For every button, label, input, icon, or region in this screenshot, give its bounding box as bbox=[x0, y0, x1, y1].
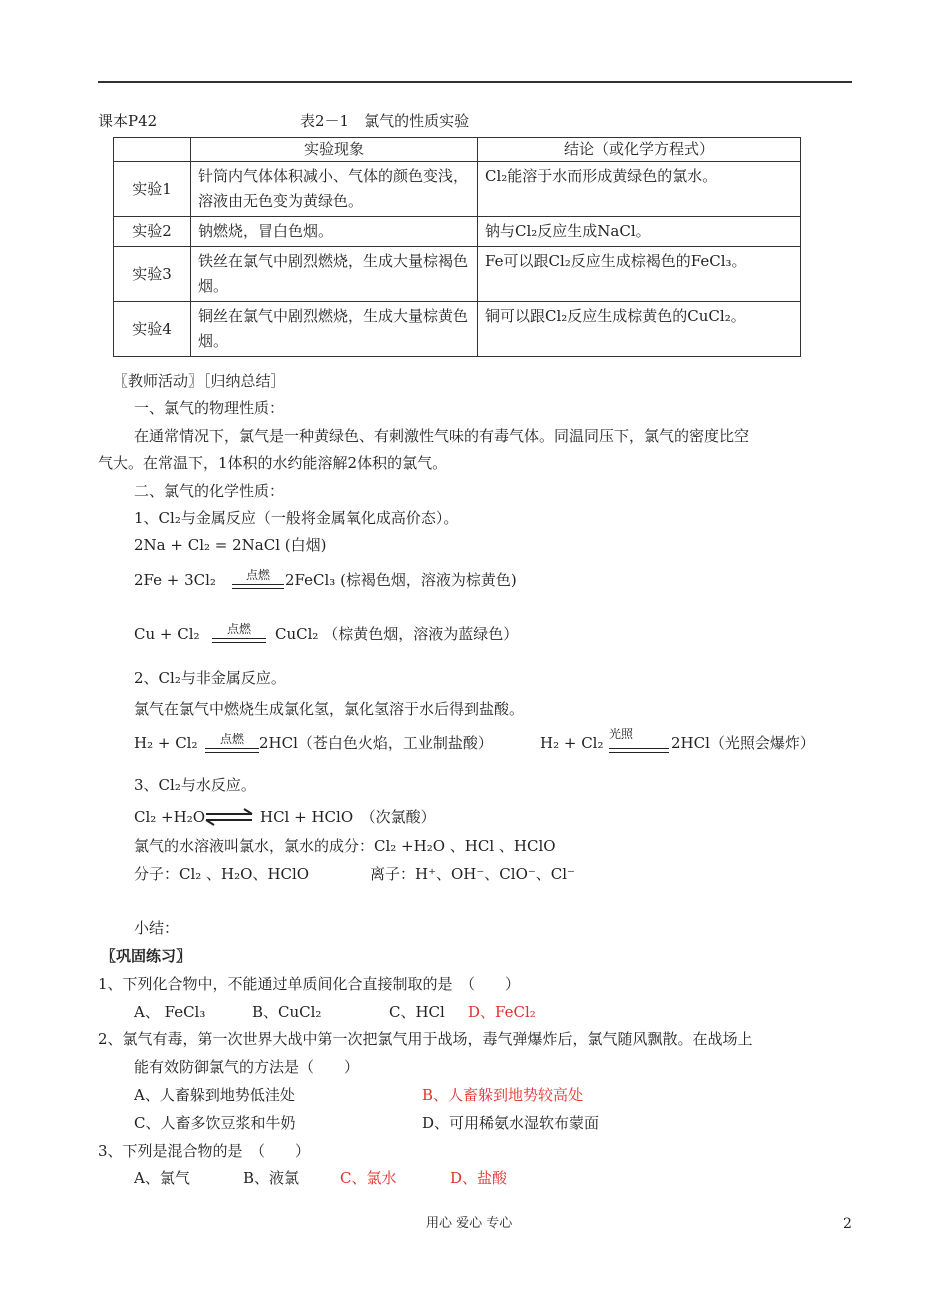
header-phenomenon: 实验现象 bbox=[191, 138, 478, 162]
practice-title: 〖巩固练习〗 bbox=[101, 947, 192, 965]
table-title: 表2－1 氯气的性质实验 bbox=[300, 112, 470, 130]
header-conclusion: 结论（或化学方程式） bbox=[478, 138, 801, 162]
equation-water-right: HCl + HClO （次氯酸） bbox=[260, 808, 436, 826]
question-2-line-2: 能有效防御氯气的方法是（ ） bbox=[134, 1058, 360, 1076]
equation-h2-light-left: H₂ + Cl₂ bbox=[540, 734, 604, 752]
q1-option-b: B、CuCl₂ bbox=[252, 1003, 322, 1021]
question-2-line-1: 2、氯气有毒，第一次世界大战中第一次把氯气用于战场，毒气弹爆炸后，氯气随风飘散。在战场上 bbox=[98, 1030, 753, 1048]
nonmetal-desc: 氯气在氯气中燃烧生成氯化氢，氯化氢溶于水后得到盐酸。 bbox=[134, 700, 525, 718]
header-rule bbox=[98, 81, 852, 83]
chlorine-water-composition: 氯气的水溶液叫氯水，氯水的成分：Cl₂ +H₂O 、HCl 、HClO bbox=[134, 837, 556, 855]
water-reaction-title: 3、Cl₂与水反应。 bbox=[134, 776, 256, 794]
q1-option-a: A、 FeCl₃ bbox=[134, 1003, 206, 1021]
condition-light: 光照 bbox=[609, 727, 634, 741]
equation-h2-ignite-left: H₂ + Cl₂ bbox=[134, 734, 198, 752]
question-1: 1、下列化合物中，不能通过单质间化合直接制取的是 （ ） bbox=[98, 975, 521, 993]
section-physical-title: 一、氯气的物理性质： bbox=[134, 399, 285, 417]
section-chemical-title: 二、氯气的化学性质： bbox=[134, 482, 285, 500]
row-label: 实验2 bbox=[114, 217, 191, 247]
equals-sign bbox=[232, 584, 284, 589]
equation-fe-left: 2Fe + 3Cl₂ bbox=[134, 571, 216, 589]
row-phenomenon: 钠燃烧，冒白色烟。 bbox=[191, 217, 478, 247]
q2-option-a: A、人畜躲到地势低洼处 bbox=[134, 1086, 295, 1104]
condition-ignite: 点燃 bbox=[226, 622, 251, 636]
physical-para-1: 在通常情况下，氯气是一种黄绿色、有刺激性气味的有毒气体。同温同压下，氯气的密度比空 bbox=[134, 427, 750, 445]
row-conclusion: Fe可以跟Cl₂反应生成棕褐色的FeCl₃。 bbox=[478, 247, 801, 302]
row-conclusion: 铜可以跟Cl₂反应生成棕黄色的CuCl₂。 bbox=[478, 302, 801, 357]
question-3: 3、下列是混合物的是 （ ） bbox=[98, 1142, 311, 1160]
condition-ignite: 点燃 bbox=[245, 568, 270, 582]
footer-slogan: 用心 爱心 专心 bbox=[426, 1216, 513, 1231]
equals-sign bbox=[205, 748, 259, 753]
equation-cu-left: Cu + Cl₂ bbox=[134, 625, 200, 643]
equation-h2-light-right: 2HCl（光照会爆炸） bbox=[671, 734, 815, 752]
equals-sign bbox=[212, 638, 266, 643]
q1-option-d: D、FeCl₂ bbox=[468, 1003, 536, 1021]
ions-list: 离子：H⁺、OH⁻、ClO⁻、Cl⁻ bbox=[370, 865, 575, 883]
row-phenomenon: 铜丝在氯气中剧烈燃烧，生成大量棕黄色烟。 bbox=[191, 302, 478, 357]
teacher-activity: 〖教师活动〗［归纳总结］ bbox=[113, 372, 286, 390]
q2-option-d: D、可用稀氨水湿软布蒙面 bbox=[422, 1114, 600, 1132]
reversible-arrow-icon bbox=[204, 808, 254, 826]
row-label: 实验3 bbox=[114, 247, 191, 302]
q3-option-b: B、液氯 bbox=[243, 1169, 300, 1187]
q2-option-c: C、人畜多饮豆浆和牛奶 bbox=[134, 1114, 296, 1132]
page-number: 2 bbox=[843, 1216, 852, 1232]
table-row bbox=[114, 247, 801, 302]
table-row bbox=[114, 302, 801, 357]
table-row bbox=[114, 217, 801, 247]
equals-sign bbox=[609, 748, 669, 753]
row-conclusion: 钠与Cl₂反应生成NaCl。 bbox=[478, 217, 801, 247]
condition-ignite: 点燃 bbox=[219, 732, 244, 746]
metal-reaction-title: 1、Cl₂与金属反应（一般将金属氧化成高价态）。 bbox=[134, 509, 459, 527]
row-label: 实验4 bbox=[114, 302, 191, 357]
experiment-table bbox=[113, 137, 801, 357]
table-header-row bbox=[114, 138, 801, 162]
table-row bbox=[114, 162, 801, 217]
equation-fe-right: 2FeCl₃ (棕褐色烟，溶液为棕黄色) bbox=[285, 571, 517, 589]
q3-option-c: C、氯水 bbox=[340, 1169, 397, 1187]
equation-na: 2Na + Cl₂ = 2NaCl (白烟) bbox=[134, 536, 327, 554]
q1-option-c: C、HCl bbox=[389, 1003, 445, 1021]
summary-label: 小结： bbox=[134, 919, 180, 937]
q2-option-b: B、人畜躲到地势较高处 bbox=[422, 1086, 584, 1104]
nonmetal-reaction-title: 2、Cl₂与非金属反应。 bbox=[134, 669, 286, 687]
physical-para-2: 气大。在常温下，1体积的水约能溶解2体积的氯气。 bbox=[98, 454, 448, 472]
molecules-list: 分子：Cl₂ 、H₂O、HClO bbox=[134, 865, 310, 883]
equation-cu-right: CuCl₂ （棕黄色烟，溶液为蓝绿色） bbox=[275, 625, 519, 643]
q3-option-a: A、氯气 bbox=[134, 1169, 190, 1187]
row-phenomenon: 铁丝在氯气中剧烈燃烧，生成大量棕褐色烟。 bbox=[191, 247, 478, 302]
row-conclusion: Cl₂能溶于水而形成黄绿色的氯水。 bbox=[478, 162, 801, 217]
header-blank bbox=[114, 138, 191, 162]
row-phenomenon: 针筒内气体体积减小、气体的颜色变浅，溶液由无色变为黄绿色。 bbox=[191, 162, 478, 217]
row-label: 实验1 bbox=[114, 162, 191, 217]
textbook-ref: 课本P42 bbox=[98, 112, 158, 130]
q3-option-d: D、盐酸 bbox=[450, 1169, 508, 1187]
equation-water-left: Cl₂ +H₂O bbox=[134, 808, 206, 826]
equation-h2-ignite-right: 2HCl（苍白色火焰，工业制盐酸） bbox=[259, 734, 493, 752]
